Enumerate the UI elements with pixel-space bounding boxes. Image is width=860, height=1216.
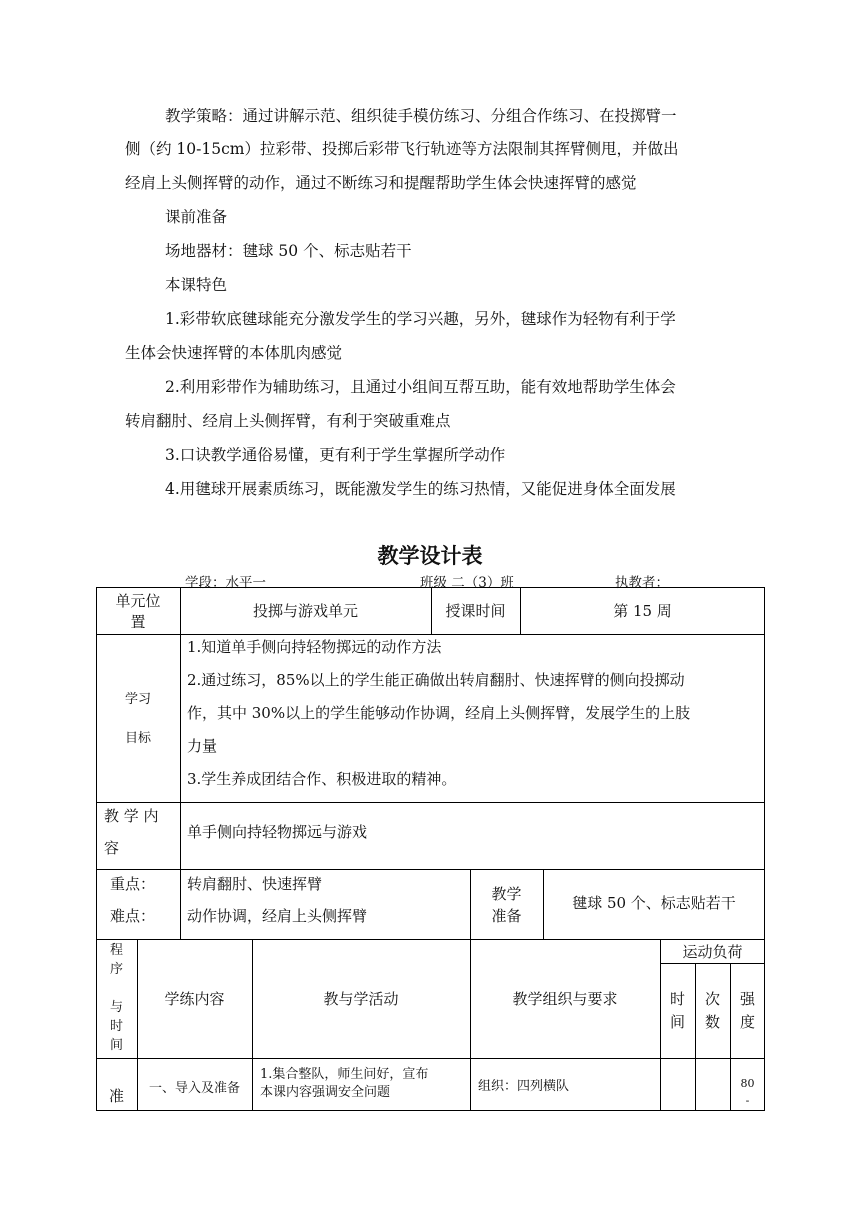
prep-label: 教学 bbox=[491, 885, 522, 903]
row-divider bbox=[96, 1058, 765, 1059]
goal-label-2: 目标 bbox=[124, 731, 151, 746]
table-title: 教学设计表 bbox=[377, 544, 483, 568]
activity-header: 教与学活动 bbox=[323, 990, 399, 1008]
time-header-2: 间 bbox=[669, 1013, 685, 1031]
proc-header-1: 程 bbox=[109, 943, 123, 958]
grade-info: 学段：水平一 bbox=[185, 575, 266, 591]
row1-intensity: 80 bbox=[740, 1077, 755, 1090]
unit-value: 投掷与游戏单元 bbox=[252, 602, 358, 620]
proc-header-2: 序 bbox=[109, 962, 123, 977]
prep-heading: 课前准备 bbox=[165, 208, 228, 226]
row-divider bbox=[96, 869, 765, 870]
feature-1-line-2: 生体会快速挥臂的本体肌肉感觉 bbox=[125, 344, 343, 362]
row1-activity-line-1: 1.集合整队，师生问好，宣布 bbox=[260, 1067, 429, 1082]
intensity-header-2: 度 bbox=[739, 1013, 755, 1031]
strategy-line-1: 教学策略：通过讲解示范、组织徒手模仿练习、分组合作练习、在投掷臂一 bbox=[165, 107, 677, 125]
teacher-info: 执教者： bbox=[615, 575, 669, 591]
unit-label-2: 置 bbox=[130, 613, 146, 631]
prep-label-2: 准备 bbox=[491, 907, 522, 925]
goal-2-line-1: 2.通过练习，85%以上的学生能正确做出转肩翻肘、快速挥臂的侧向投掷动 bbox=[187, 671, 685, 689]
difficulty-value: 动作协调，经肩上头侧挥臂 bbox=[187, 907, 368, 925]
proc-header-5: 间 bbox=[109, 1038, 123, 1053]
intensity-header: 强 bbox=[739, 990, 755, 1008]
row1-content: 一、导入及准备 bbox=[148, 1081, 240, 1096]
goal-1: 1.知道单手侧向持轻物掷远的动作方法 bbox=[187, 638, 442, 656]
organization-header: 教学组织与要求 bbox=[512, 990, 618, 1008]
equipment-line: 场地器材：毽球 50 个、标志贴若干 bbox=[165, 242, 412, 260]
strategy-line-2: 侧（约 10-15cm）拉彩带、投掷后彩带飞行轨迹等方法限制其挥臂侧甩，并做出 bbox=[125, 140, 679, 158]
feature-1-line-1: 1.彩带软底毽球能充分激发学生的学习兴趣，另外，毽球作为轻物有利于学 bbox=[165, 310, 676, 328]
proc-header-3: 与 bbox=[109, 1000, 123, 1015]
row1-organization: 组织：四列横队 bbox=[478, 1079, 570, 1094]
count-header-2: 数 bbox=[704, 1013, 720, 1031]
row-divider bbox=[96, 634, 765, 635]
content-value: 单手侧向持轻物掷远与游戏 bbox=[187, 823, 368, 841]
feature-heading: 本课特色 bbox=[165, 276, 228, 294]
stage-label: 准 bbox=[108, 1087, 124, 1105]
row1-intensity-2: - bbox=[745, 1094, 750, 1107]
goal-3: 3.学生养成团结合作、积极进取的精神。 bbox=[187, 770, 457, 788]
feature-4: 4.用毽球开展素质练习，既能激发学生的练习热情，又能促进身体全面发展 bbox=[165, 480, 676, 498]
col-divider bbox=[695, 963, 696, 1111]
feature-2-line-2: 转肩翻肘、经肩上头侧挥臂，有利于突破重难点 bbox=[125, 412, 451, 430]
content-label-2: 容 bbox=[104, 839, 120, 857]
content-label: 教 学 内 bbox=[104, 807, 159, 825]
count-header: 次 bbox=[704, 990, 720, 1008]
col-divider bbox=[252, 939, 253, 1111]
row-divider bbox=[96, 939, 765, 940]
row1-activity-line-2: 本课内容强调安全问题 bbox=[260, 1085, 391, 1100]
unit-label: 单元位 bbox=[115, 592, 161, 610]
feature-3: 3.口诀教学通俗易懂，更有利于学生掌握所学动作 bbox=[165, 446, 506, 464]
row-divider bbox=[660, 963, 765, 964]
time-label: 授课时间 bbox=[445, 602, 506, 620]
goal-label: 学习 bbox=[124, 692, 151, 707]
goal-2-line-2: 作，其中 30%以上的学生能够动作协调，经肩上头侧挥臂，发展学生的上肢 bbox=[187, 704, 691, 722]
key-value: 转肩翻肘、快速挥臂 bbox=[187, 875, 323, 893]
design-table bbox=[96, 587, 765, 1111]
time-header: 时 bbox=[669, 990, 685, 1008]
load-header: 运动负荷 bbox=[682, 943, 743, 961]
difficulty-label: 难点： bbox=[110, 907, 156, 925]
time-value: 第 15 周 bbox=[613, 602, 672, 620]
class-info: 班级 二（3）班 bbox=[420, 575, 514, 591]
goal-2-line-3: 力量 bbox=[187, 737, 218, 755]
col-divider bbox=[180, 587, 181, 939]
feature-2-line-1: 2.利用彩带作为辅助练习，且通过小组间互帮互助，能有效地帮助学生体会 bbox=[165, 378, 676, 396]
content-header: 学练内容 bbox=[164, 990, 225, 1008]
proc-header-4: 时 bbox=[109, 1019, 123, 1034]
key-label: 重点： bbox=[110, 875, 156, 893]
strategy-line-3: 经肩上头侧挥臂的动作，通过不断练习和提醒帮助学生体会快速挥臂的感觉 bbox=[125, 174, 637, 192]
prep-value: 毽球 50 个、标志贴若干 bbox=[572, 894, 736, 912]
row-divider bbox=[96, 802, 765, 803]
